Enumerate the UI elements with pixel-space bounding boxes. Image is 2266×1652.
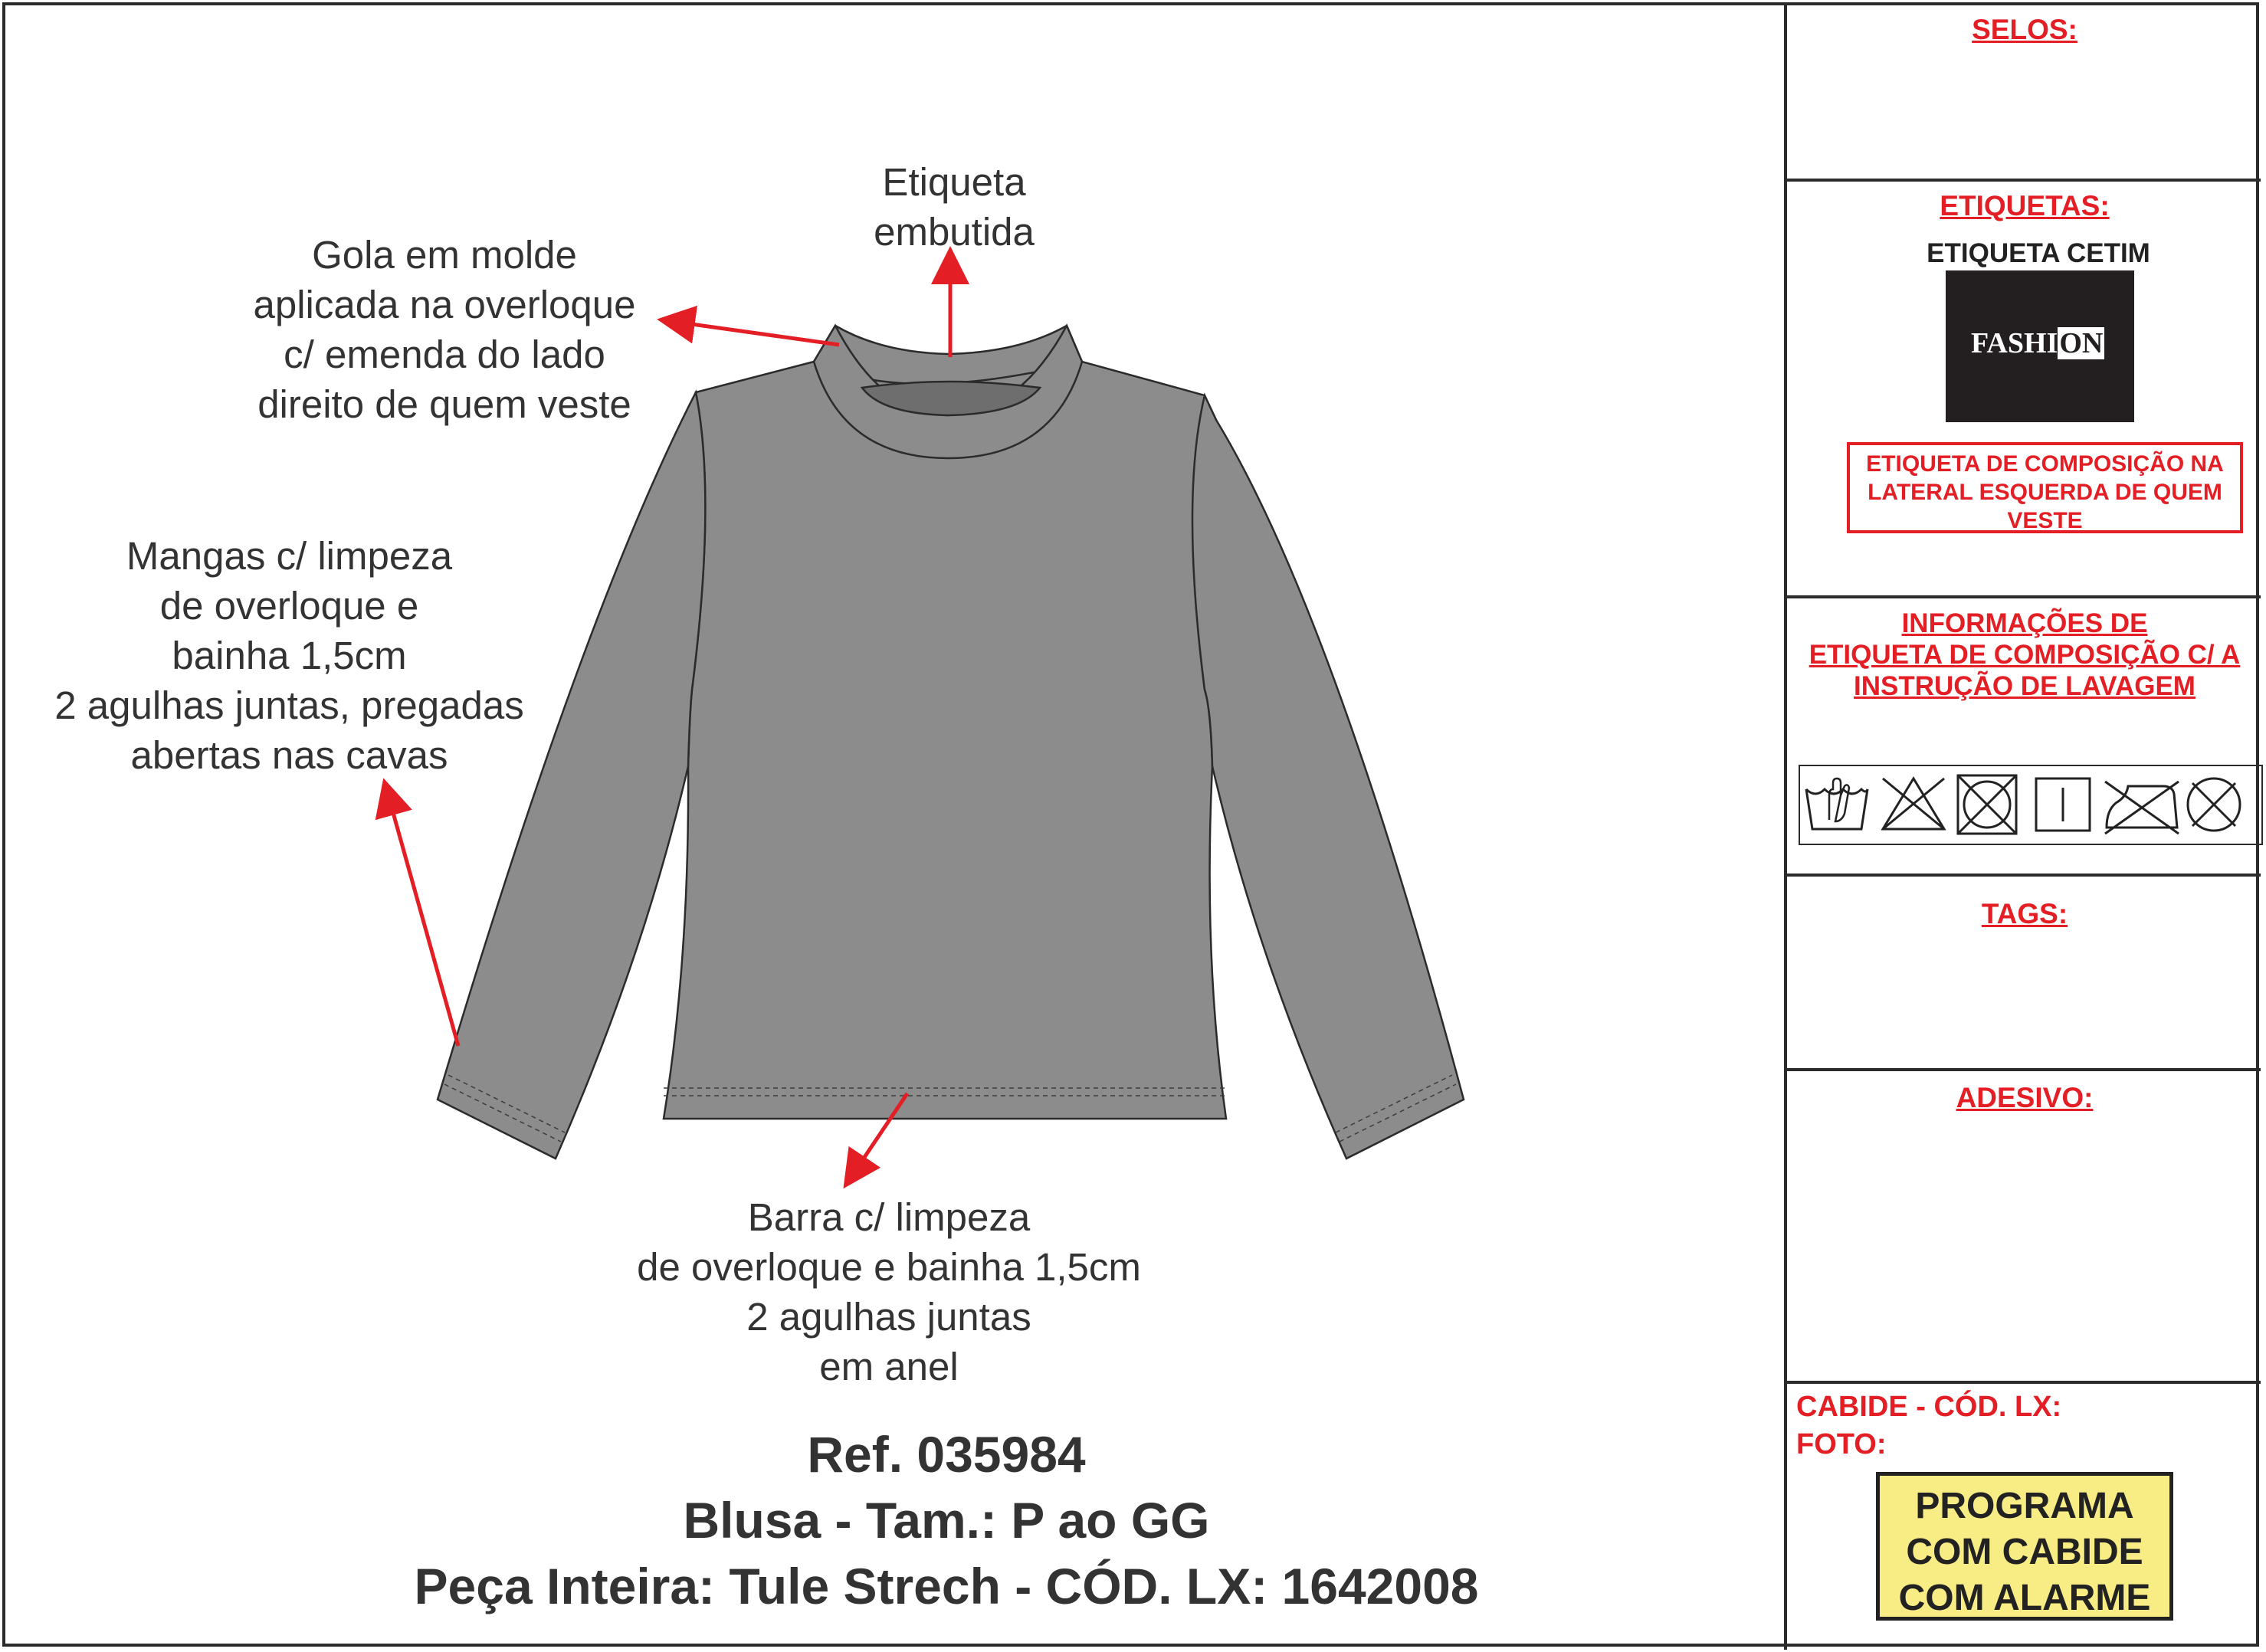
note-line: 2 agulhas juntas, pregadas xyxy=(54,683,524,727)
note-gola xyxy=(192,230,697,429)
product-fabric: Peça Inteira: Tule Strech - CÓD. LX: 1642008 xyxy=(414,1558,1479,1614)
note-line: em anel xyxy=(819,1345,959,1388)
programa-line: COM ALARME xyxy=(1898,1578,2151,1618)
note-line: direito de quem veste xyxy=(257,382,631,426)
fashion-logo-suffix: ON xyxy=(2059,327,2104,359)
note-line: 2 agulhas juntas xyxy=(746,1295,1031,1339)
section-divider-adesivo xyxy=(1784,1381,2261,1384)
note-line: Etiqueta xyxy=(882,160,1026,204)
note-line: abertas nas cavas xyxy=(130,733,448,777)
cabide-label: CABIDE - CÓD. LX: xyxy=(1796,1391,2062,1423)
note-line: de overloque e bainha 1,5cm xyxy=(637,1245,1141,1289)
note-line: bainha 1,5cm xyxy=(172,634,407,677)
note-line: de overloque e xyxy=(159,584,419,628)
programa-line: COM CABIDE xyxy=(1906,1532,2143,1572)
no-bleach-icon xyxy=(1883,778,1944,829)
etiqueta-cetim-label: ETIQUETA CETIM xyxy=(1927,238,2150,268)
sidebar-divider xyxy=(1784,2,1787,1650)
note-line: c/ emenda do lado xyxy=(284,333,605,376)
note-mangas xyxy=(15,531,563,780)
note-line: Mangas c/ limpeza xyxy=(126,534,453,578)
cabide-foto-labels xyxy=(1796,1388,2061,1464)
section-selos-heading: SELOS: xyxy=(1972,14,2077,45)
care-symbols-strip xyxy=(1799,765,2263,845)
note-line: embutida xyxy=(874,210,1035,254)
composicao-label-box xyxy=(1847,442,2243,533)
care-symbols xyxy=(1800,766,2261,844)
fashion-logo-prefix: FASHI xyxy=(1971,327,2058,359)
product-ref: Ref. 035984 xyxy=(807,1426,1086,1483)
hand-wash-icon xyxy=(1806,778,1868,829)
fashion-label-logo xyxy=(1946,270,2134,422)
product-title xyxy=(307,1421,1586,1619)
section-divider-tags xyxy=(1784,1068,2261,1071)
no-dry-clean-icon xyxy=(2188,778,2240,831)
section-adesivo-heading: ADESIVO: xyxy=(1956,1082,2094,1113)
note-barra xyxy=(582,1192,1195,1391)
note-etiqueta-embutida xyxy=(828,157,1081,257)
section-etiquetas-heading: ETIQUETAS: xyxy=(1940,190,2110,221)
blouse-body xyxy=(664,362,1226,1119)
section-informacoes-heading xyxy=(1787,608,2262,702)
foto-label: FOTO: xyxy=(1796,1428,1887,1460)
informacoes-line: ETIQUETA DE COMPOSIÇÃO C/ A xyxy=(1809,640,2241,670)
composicao-line: VESTE xyxy=(2007,508,2083,533)
composicao-line: LATERAL ESQUERDA DE QUEM xyxy=(1868,480,2222,505)
note-line: Barra c/ limpeza xyxy=(747,1195,1031,1239)
line-dry-icon xyxy=(2036,778,2090,831)
product-name: Blusa - Tam.: P ao GG xyxy=(683,1492,1210,1549)
section-tags-heading: TAGS: xyxy=(1981,898,2068,929)
section-divider-informacoes xyxy=(1784,874,2261,877)
programa-line: PROGRAMA xyxy=(1915,1486,2134,1526)
section-divider-selos xyxy=(1784,179,2261,182)
arrow-mangas xyxy=(385,785,458,1046)
fashion-logo-text xyxy=(1971,323,2104,363)
sleeve-right xyxy=(1192,395,1464,1159)
no-tumble-dry-icon xyxy=(1958,775,2016,834)
note-line: aplicada na overloque xyxy=(253,283,636,326)
blouse-drawing xyxy=(438,326,1464,1159)
informacoes-line: INFORMAÇÕES DE xyxy=(1901,608,2148,638)
note-line: Gola em molde xyxy=(312,233,577,277)
section-divider-etiquetas xyxy=(1784,595,2261,598)
composicao-line: ETIQUETA DE COMPOSIÇÃO NA xyxy=(1866,451,2224,477)
programa-cabide-box xyxy=(1876,1472,2173,1621)
no-iron-icon xyxy=(2105,782,2179,834)
informacoes-line: INSTRUÇÃO DE LAVAGEM xyxy=(1854,671,2195,701)
